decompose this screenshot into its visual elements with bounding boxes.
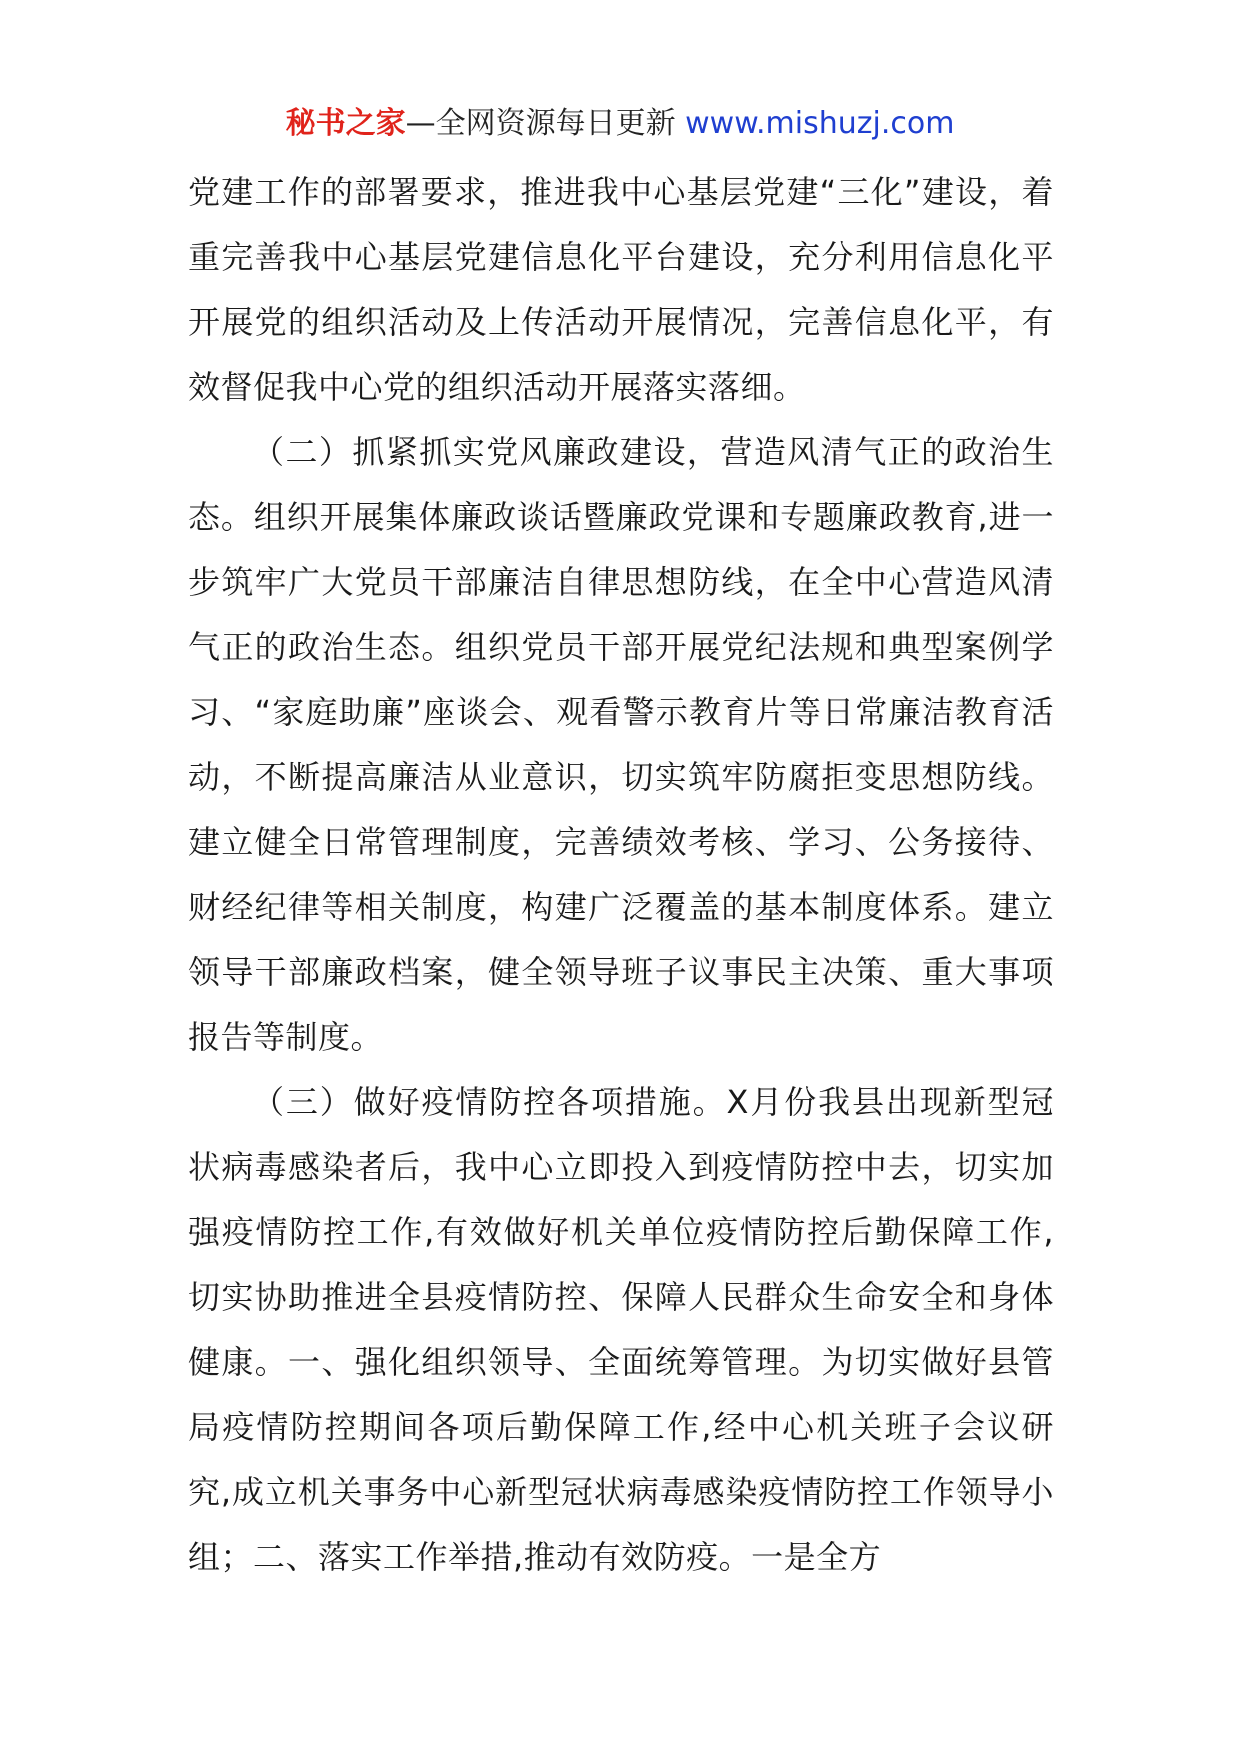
header-tagline: —全网资源每日更新 [405, 106, 686, 141]
paragraph-section-two: （二）抓紧抓实党风廉政建设，营造风清气正的政治生态。组织开展集体廉政谈话暨廉政党课和专题廉政教育,进一步筑牢广大党员干部廉洁自律思想防线，在全中心营造风清气正的政治生态。组织党员干部开展党纪法规和典型案例学习、“家庭助廉”座谈会、观看警示教育片等日常廉洁教育活动，不断提高廉洁从业意识，切实筑牢防腐拒变思想防线。建立健全日常管理制度，完善绩效考核、学习、公务接待、财经纪律等相关制度，构建广泛覆盖的基本制度体系。建立领导干部廉政档案，健全领导班子议事民主决策、重大事项报告等制度。 [188, 433, 1054, 1056]
brand-name: 秘书之家 [285, 106, 406, 141]
page-header [0, 104, 1240, 144]
document-body [188, 160, 1054, 1590]
site-url-link[interactable]: www.mishuzj.com [685, 106, 955, 141]
paragraph-section-three: （三）做好疫情防控各项措施。X月份我县出现新型冠状病毒感染者后，我中心立即投入到疫情防控中去，切实加强疫情防控工作,有效做好机关单位疫情防控后勤保障工作,切实协助推进全县疫情防控、保障人民群众生命安全和身体健康。一、强化组织领导、全面统筹管理。为切实做好县管局疫情防控期间各项后勤保障工作,经中心机关班子会议研究,成立机关事务中心新型冠状病毒感染疫情防控工作领导小组；二、落实工作举措,推动有效防疫。一是全方 [188, 1083, 1054, 1576]
paragraph-continuation: 党建工作的部署要求，推进我中心基层党建“三化”建设，着重完善我中心基层党建信息化平台建设，充分利用信息化平开展党的组织活动及上传活动开展情况，完善信息化平，有效督促我中心党的组织活动开展落实落细。 [188, 173, 1054, 406]
